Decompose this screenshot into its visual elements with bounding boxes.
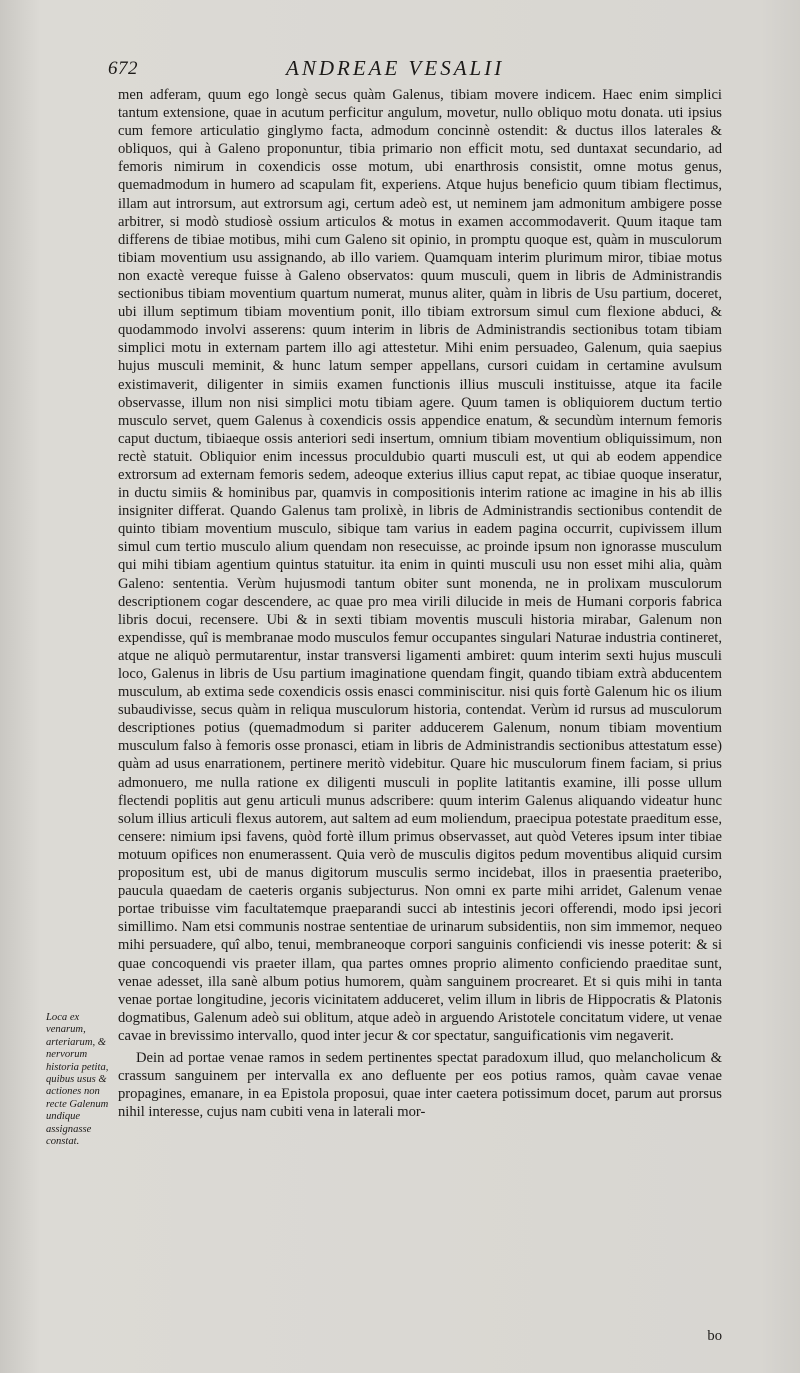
- running-head: ANDREAE VESALII: [286, 56, 505, 80]
- margin-note: Loca ex venarum, arteriarum, & nervorum historia petita, quibus usus & actiones non recte Galenum undique assignasse constat.: [46, 1012, 109, 1148]
- paragraph-2: Dein ad portae venae ramos in sedem pertinentes spectat paradoxum illud, quo melancholicum & crassum sanguinem per intervalla ex ano defluente per eos potius ramos, quàm cavae venae propagines, emanare, in ea Epistola proposui, quae inter caetera potissimum docet, parum aut prorsus nihil interesse, cujus nam cubiti vena in laterali mor-: [118, 1049, 722, 1121]
- page-number: 672: [108, 58, 138, 79]
- body-text: [118, 86, 722, 1121]
- paragraph-1: men adferam, quum ego longè secus quàm Galenus, tibiam movere indicem. Haec enim simplici tantum extensione, quae in acutum perficitur angulum, movetur, nullo obliquo motu donata. uti ipsius cum femore articulatio ginglymo facta, admodum concinnè ostendit: & ductus illos laterales & obliquos, qui à Galeno proponuntur, tibia primario non efficit motu, sed duntaxat secundario, ad femoris nimirum in coxendicis osse motum, ubi enarthrosis consistit, omne motus genus, quemadmodum in humero ad scapulam fit, experiens. Atque hujus beneficio quum tibiam flectimus, illam aut introrsum, aut extrorsum agi, certum adeò est, ut neminem jam admonitum ambigere posse arbitrer, si modò studiosè ossium articulos & motus in examen accommodaverit. Quum itaque tam differens de tibiae motibus, mihi cum Galeno sit opinio, in promptu quoque est, quàm in musculorum tibiam moventium usu assignando, ab illo variem. Quamquam interim plurimum miror, tibiae motus non exactè vereque fuisse à Galeno observatos: quum musculi, quem in libris de Administrandis sectionibus tibiam moventium quartum numerat, munus aliter, quàm in libris de Usu partium, doceret, ubi illum septimum tibiam moventium ponit, illo tibiam extrorsum simul cum flexione abduci, & quodammodo involvi asserens: quum interim in libris de Administrandis sectionibus totam tibiam simplici motu in externam partem illo agi attestetur. Mihi enim persuadeo, Galenum, quia saepius hujus musculi meminit, & hunc latum semper appellans, cursori cuidam in certamine avulsum existimaverit, diligenter in simiis examen functionis illius musculi instituisse, atque ita facile observasse, illum non nisi simplici motu tibiam agere. Quum tamen is obliquiorem ductum tertio musculo servet, quem Galenus à coxendicis ossis appendice enatum, & secundùm internum femoris caput ductum, tibiaeque ossis anteriori sedi insertum, omnium tibiam moventium obliquissimum, non rectè statuit. Obliquior enim incessus proculdubio quarti musculi est, ut qui ab eodem appendice extrorsum ad externam femoris sedem, adeoque exterius illius caput repat, ac tibiae quoque inseratur, in ductu simiis & hominibus par, quamvis in compositionis interim ratione ac imagine in his ab illis insigniter differat. Quando Galenus tam prolixè, in libris de Administrandis sectionibus contendit de quinto tibiam moventium musculo, sibique tam varius in eadem pagina occurrit, cupivissem illum simul cum tertio musculo alium quendam non resecuisse, ac proinde ipsum non ignorasse musculum qui mihi tibiam agentium quintus statuitur. ita enim in quinti musculi usu non esset mihi alia, quàm Galeno: sententia. Verùm hujusmodi tantum obiter sunt monenda, ne in prolixam musculorum descriptionem cogar descendere, ac quae pro mea virili dilucide in meis de Humani corporis fabrica libris docui, recensere. Ubi & in sexti tibiam moventis musculi historia mirabar, Galenum non expendisse, quî is membranae modo musculos femur occupantes singulari Naturae industria contineret, atque ne aliquò permutarentur, instar transversi ligamenti ambiret: quum interim sexti hujus musculi loco, Galenus in libris de Usu partium imaginatione quendam fingit, quando tibiam extrà abducentem musculum, ab extima sede coxendicis ossis enasci comminiscitur. nisi quis fortè Galenum hic os ilium subaudivisse, secus quàm in reliqua musculorum historia, contendat. Verùm id rursus ad musculorum descriptiones potius (quemadmodum si pariter adducerem Galenum, nonum tibiam moventium musculum falso à femoris osse pronasci, etiam in libris de Administrandis sectionibus attestatum esse) quàm ad usus enarrationem, pertinere meritò videbitur. Quare hic musculorum finem faciam, si prius admonuero, me nulla ratione ex diligenti musculi in poplite latitantis examine, illi posse ullum flectendi poplitis aut genu articuli munus adscribere: quum interim Galenus aliquando videatur hunc solum illius articuli flexus autorem, aut saltem ad eum moliendum, praecipua potestate praeditum esse, censere: nimium ipsi favens, quòd fortè illum primus observasset, aut quòd Veteres ipsum inter tibiae motuum opifices non enumerassent. Quia verò de musculis digitos pedum moventibus aliquid cursim propositum est, ubi de manus digitorum musculis sermo incidebat, illos in praesentia praeteribo, paucula quaedam de caeteris organis subjecturus. Non omni ex parte mihi arridet, Galenum venae portae tribuisse vim facultatemque praeparandi succi ab intestinis jecori offerendi, modo ipsi jecori simillimo. Nam etsi communis nostrae sententiae de urinarum subsidentiis, non sim immemor, nequeo mihi persuadere, quî albo, tenui, membraneoque corpori sanguinis conficiendi vis inesse poterit: & si quae concoquendi vis praeter illam, qua partes omnes proprio alimento conficiendo praeditae sunt, venae adesset, illa sanè album potius humorem, quàm sanguinem procrearet. Et si quis mihi in tanta venae portae longitudine, jecoris vicinitatem adduceret, velim illum in libris de Hippocratis & Platonis dogmatibus, Galenum adeò sui oblitum, atque adeò in arguendo Aristotele concitatum videre, ut venae cavae in brevissimo intervallo, quod inter jecur & cor spectatur, sanguificationis vim negaverit.: [118, 87, 722, 1044]
- catchword: bo: [707, 1328, 722, 1344]
- page-header: [108, 54, 728, 84]
